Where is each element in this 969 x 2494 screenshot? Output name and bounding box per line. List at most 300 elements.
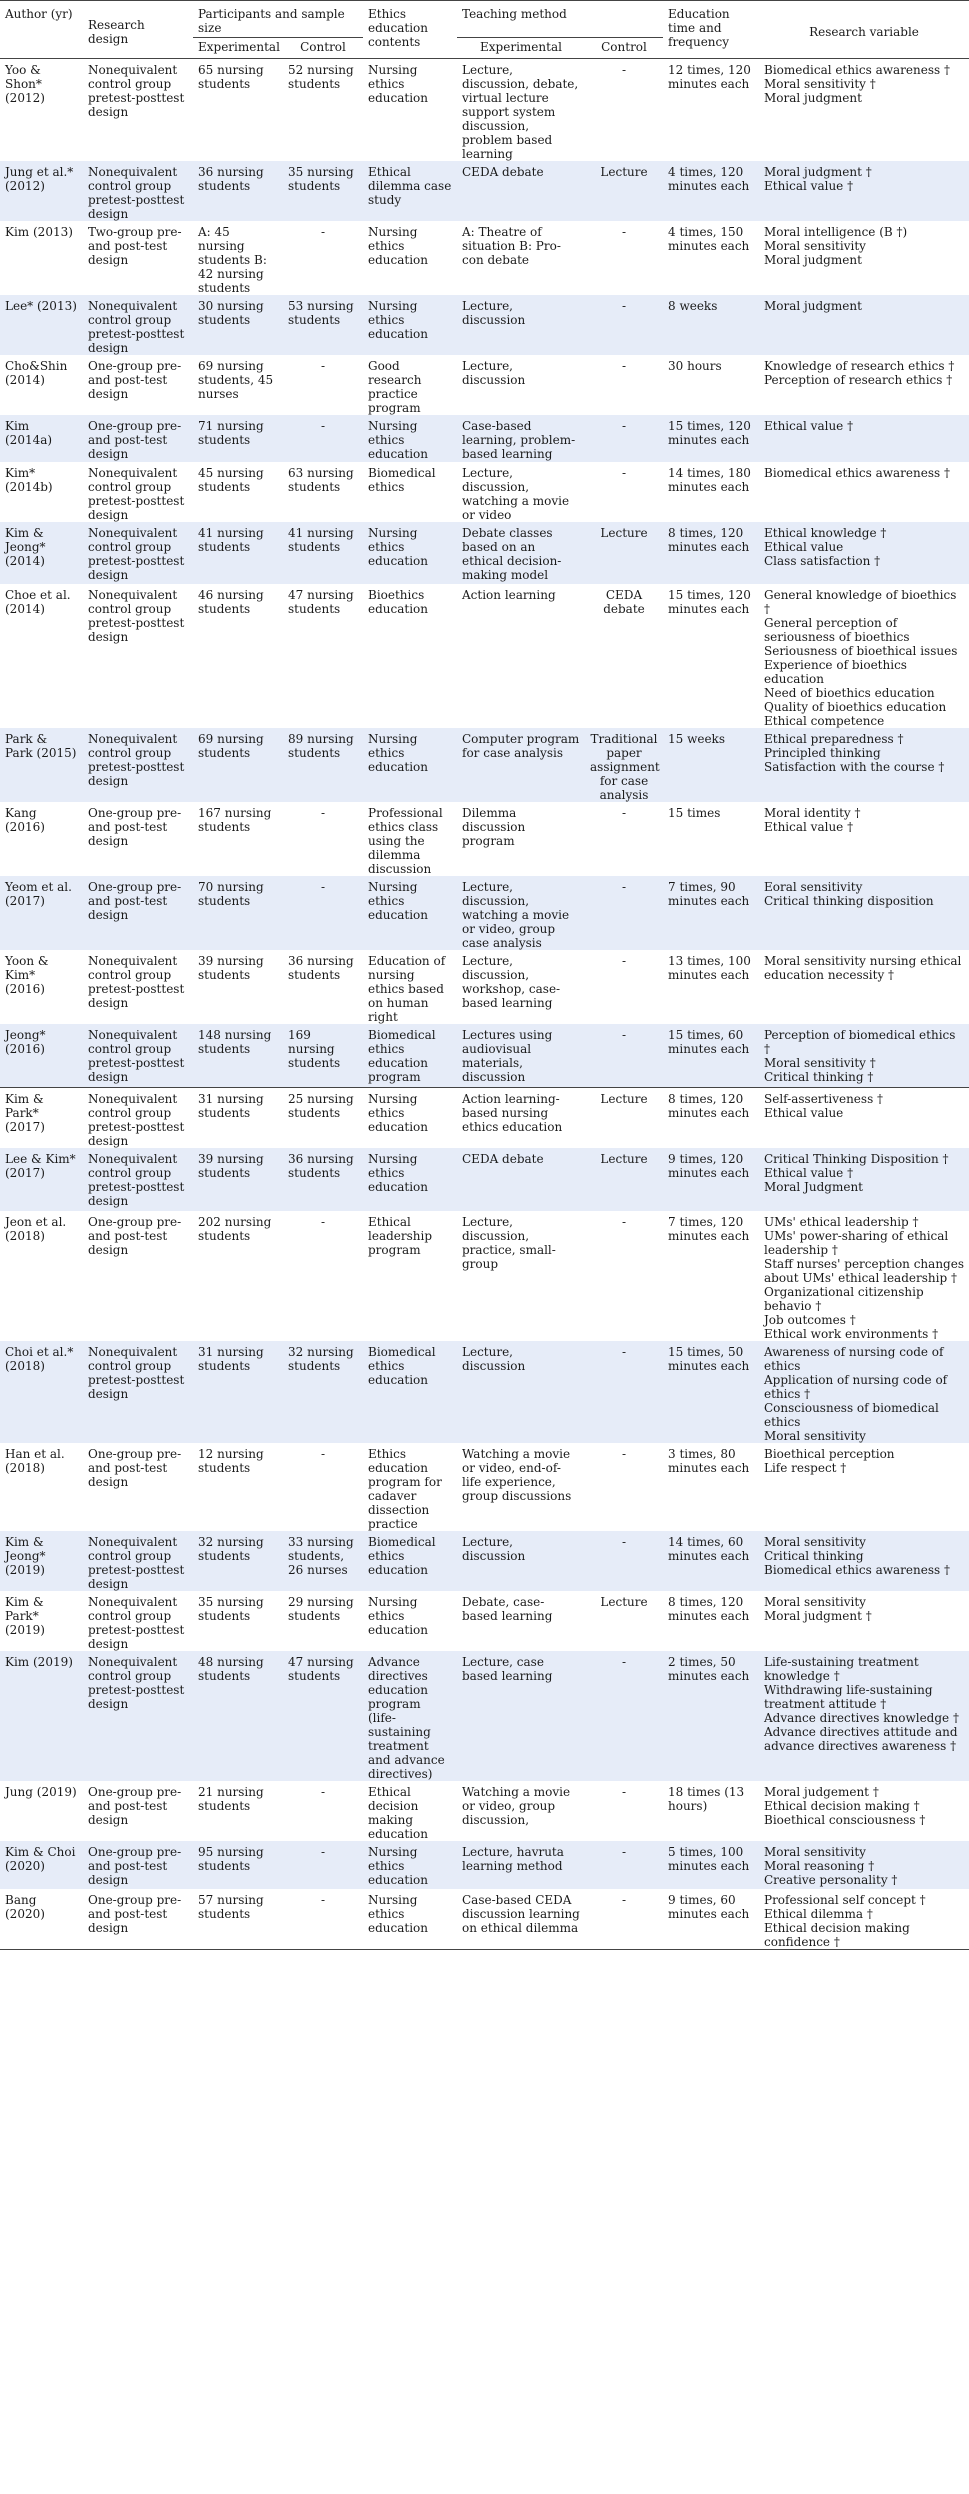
research-variable-item: Moral reasoning †	[764, 1858, 875, 1873]
cell-participants-experimental: 32 nursing students	[193, 1531, 283, 1591]
research-variable-item: Moral sensitivity	[764, 239, 866, 253]
table-row	[0, 728, 969, 802]
cell-teaching-experimental: Lecture, discussion, workshop, case-based learning	[462, 954, 561, 1010]
cell-teaching-experimental: Computer program for case analysis	[457, 728, 585, 802]
cell-teaching-control: -	[585, 876, 663, 950]
research-variable-item: Withdrawing life-sustaining treatment attitude †	[764, 1682, 933, 1711]
cell-time: 15 times, 120 minutes each	[668, 588, 751, 616]
header-variable: Research variable	[809, 24, 919, 39]
table-row	[0, 295, 969, 355]
research-variable-item: Professional self concept †	[764, 1892, 926, 1907]
cell-participants-experimental: 31 nursing students	[193, 1341, 283, 1443]
cell-research-variable	[759, 584, 969, 728]
cell-contents: Ethical dilemma case study	[363, 161, 457, 221]
cell-author: Jeon et al. (2018)	[5, 1214, 67, 1243]
research-variable-item: Life-sustaining treatment knowledge †	[764, 1654, 919, 1683]
cell-contents: Nursing ethics education	[363, 415, 457, 462]
cell-contents: Nursing ethics education	[368, 63, 428, 105]
cell-teaching-experimental: CEDA debate	[457, 161, 585, 221]
cell-participants-experimental: 48 nursing students	[193, 1651, 283, 1781]
cell-participants-experimental: 21 nursing students	[198, 1784, 264, 1813]
research-variable-item: Biomedical ethics awareness †	[764, 1562, 950, 1577]
table-row	[0, 161, 969, 221]
cell-teaching-control: -	[585, 1841, 663, 1889]
cell-contents: Ethical decision making education	[368, 1784, 428, 1841]
research-variable-item: Ethical competence	[764, 714, 885, 728]
cell-author: Han et al. (2018)	[5, 1446, 65, 1475]
cell-teaching-experimental: Lecture, discussion, practice, small-group	[462, 1214, 556, 1271]
cell-teaching-experimental: Action learning-based nursing ethics education	[457, 1087, 585, 1148]
cell-participants-experimental: 148 nursing students	[193, 1024, 283, 1087]
cell-contents: Nursing ethics education	[363, 876, 457, 950]
cell-participants-control: 36 nursing students	[288, 954, 354, 982]
cell-design: One-group pre-and post-test design	[83, 415, 193, 462]
research-variable-item: Moral judgment	[764, 253, 862, 267]
header-teaching-experimental: Experimental	[480, 40, 562, 54]
cell-author: Park & Park (2015)	[0, 728, 83, 802]
research-variable-item: Ethical value	[764, 1105, 844, 1120]
cell-contents: Nursing ethics education	[363, 1889, 457, 1950]
research-variable-item: Ethical decision making confidence †	[764, 1920, 910, 1949]
header-participants-experimental: Experimental	[198, 40, 280, 54]
cell-design: Nonequivalent control group pretest-posttest design	[83, 295, 193, 355]
cell-time: 8 weeks	[663, 295, 759, 355]
research-variable-item: Biomedical ethics awareness †	[764, 466, 950, 480]
cell-teaching-control: -	[621, 466, 627, 480]
research-variable-item: Satisfaction with the course †	[764, 760, 945, 774]
cell-participants-experimental: 36 nursing students	[193, 161, 283, 221]
cell-participants-experimental: 45 nursing students	[198, 466, 264, 494]
table-row	[0, 1889, 969, 1950]
cell-teaching-control: Traditional paper assignment for case analysis	[585, 728, 663, 802]
table-row	[0, 950, 969, 1024]
cell-author: Kim & Park* (2019)	[5, 1594, 45, 1637]
cell-participants-experimental: 70 nursing students	[193, 876, 283, 950]
cell-design: Nonequivalent control group pretest-posttest design	[83, 1024, 193, 1087]
research-variable-item: Moral Judgment	[764, 1179, 863, 1194]
cell-participants-experimental: 30 nursing students	[193, 295, 283, 355]
research-variable-item: Moral identity †	[764, 806, 861, 820]
research-variable-item: Awareness of nursing code of ethics	[764, 1344, 944, 1373]
cell-contents: Nursing ethics education	[368, 225, 428, 267]
research-variable-item: Ethical value †	[764, 419, 854, 433]
table-row	[0, 584, 969, 728]
research-variable-item: Moral sensitivity	[764, 1534, 866, 1549]
cell-design: Nonequivalent control group pretest-posttest design	[88, 588, 185, 644]
research-variable-item: Life respect †	[764, 1460, 847, 1475]
research-variable-item: Creative personality †	[764, 1872, 898, 1887]
cell-teaching-control: Lecture	[585, 1087, 663, 1148]
cell-teaching-experimental: Dilemma discussion program	[462, 806, 526, 848]
research-variable-item: Ethical value †	[764, 820, 854, 834]
cell-participants-control: -	[320, 1446, 326, 1461]
cell-design: Nonequivalent control group pretest-posttest design	[83, 522, 193, 584]
table-row	[0, 415, 969, 462]
cell-research-variable	[759, 221, 969, 295]
cell-research-variable	[759, 161, 969, 221]
cell-time: 2 times, 50 minutes each	[663, 1651, 759, 1781]
table-row	[0, 462, 969, 522]
cell-participants-control: -	[320, 359, 326, 373]
cell-teaching-control: -	[585, 1024, 663, 1087]
cell-teaching-control: -	[585, 1651, 663, 1781]
cell-participants-experimental: 95 nursing students	[193, 1841, 283, 1889]
research-variable-item: Eoral sensitivity	[764, 880, 863, 894]
cell-time: 4 times, 150 minutes each	[668, 225, 750, 253]
research-variable-item: Advance directives knowledge †	[764, 1710, 959, 1725]
research-variable-item: Moral judgment	[764, 91, 862, 105]
cell-teaching-control: -	[585, 295, 663, 355]
cell-contents: Nursing ethics education	[363, 1087, 457, 1148]
research-variable-item: Bioethical perception	[764, 1446, 895, 1461]
cell-author: Cho&Shin (2014)	[5, 359, 68, 387]
cell-participants-control: 41 nursing students	[283, 522, 363, 584]
header-contents: Ethics education contents	[368, 7, 428, 49]
cell-author: Yoon & Kim* (2016)	[5, 954, 49, 996]
research-variable-item: Quality of bioethics education	[764, 700, 947, 714]
cell-author: Choe et al. (2014)	[5, 588, 71, 616]
cell-design: One-group pre-and post-test design	[88, 806, 182, 848]
cell-teaching-experimental: Lecture, discussion	[462, 359, 526, 387]
cell-design: Nonequivalent control group pretest-posttest design	[83, 728, 193, 802]
research-variable-item: Moral judgment	[764, 299, 862, 313]
research-variable-item: Perception of biomedical ethics †	[764, 1028, 956, 1056]
table-row	[0, 1211, 969, 1341]
research-variable-item: Seriousness of bioethical issues	[764, 644, 958, 658]
research-variable-item: Need of bioethics education	[764, 686, 935, 700]
cell-participants-experimental: 69 nursing students, 45 nurses	[198, 359, 274, 401]
cell-design: One-group pre-and post-test design	[83, 876, 193, 950]
cell-contents: Biomedical ethics	[368, 466, 436, 494]
header-teaching-control: Control	[601, 40, 647, 54]
cell-time: 9 times, 120 minutes each	[663, 1148, 759, 1211]
table-row	[0, 1591, 969, 1651]
cell-teaching-control: -	[621, 954, 627, 968]
cell-research-variable	[759, 1651, 969, 1781]
cell-teaching-control: CEDA debate	[603, 588, 645, 616]
table-row	[0, 802, 969, 876]
header-time: Education time and frequency	[668, 7, 730, 49]
cell-time: 5 times, 100 minutes each	[663, 1841, 759, 1889]
cell-teaching-experimental: Watching a movie or video, end-of-life experience, group discussions	[462, 1446, 572, 1503]
cell-research-variable	[759, 1087, 969, 1148]
research-variable-item: Consciousness of biomedical ethics	[764, 1400, 939, 1429]
cell-time: 15 times	[668, 806, 721, 820]
cell-participants-control: 47 nursing students	[283, 1651, 363, 1781]
cell-contents: Nursing ethics education	[363, 1841, 457, 1889]
research-variable-item: Moral sensitivity	[764, 1844, 866, 1859]
header-author: Author (yr)	[5, 7, 73, 21]
cell-teaching-experimental: Lecture, discussion, watching a movie or video	[462, 466, 570, 522]
cell-research-variable	[759, 1443, 969, 1531]
cell-participants-experimental: 35 nursing students	[198, 1594, 264, 1623]
cell-participants-control: 47 nursing students	[288, 588, 354, 616]
cell-participants-experimental: 69 nursing students	[193, 728, 283, 802]
research-variable-item: Ethical dilemma †	[764, 1906, 873, 1921]
cell-participants-experimental: 65 nursing students	[198, 63, 264, 91]
research-variable-item: Ethical value	[764, 540, 844, 554]
cell-design: Nonequivalent control group pretest-posttest design	[83, 1087, 193, 1148]
research-variable-item: Biomedical ethics awareness †	[764, 63, 950, 77]
cell-teaching-control: -	[621, 359, 627, 373]
cell-time: 15 times, 60 minutes each	[663, 1024, 759, 1087]
cell-teaching-control: -	[621, 225, 627, 239]
cell-teaching-experimental: Lecture, discussion	[457, 1531, 585, 1591]
cell-time: 15 weeks	[663, 728, 759, 802]
cell-time: 4 times, 120 minutes each	[663, 161, 759, 221]
cell-research-variable	[759, 462, 969, 522]
cell-participants-experimental: 12 nursing students	[198, 1446, 264, 1475]
cell-contents: Nursing ethics education	[363, 295, 457, 355]
header-teaching-method: Teaching method	[457, 1, 663, 38]
cell-author: Lee & Kim* (2017)	[0, 1148, 83, 1211]
cell-design: One-group pre-and post-test design	[83, 1841, 193, 1889]
table-row	[0, 1531, 969, 1591]
cell-teaching-experimental: Lecture, discussion	[457, 1341, 585, 1443]
research-variable-item: Staff nurses' perception changes about UMs' ethical leadership †	[764, 1256, 964, 1285]
cell-design: One-group pre-and post-test design	[88, 1446, 182, 1489]
cell-research-variable	[759, 1024, 969, 1087]
cell-participants-control: -	[320, 225, 326, 239]
cell-author: Bang (2020)	[0, 1889, 83, 1950]
cell-teaching-control: -	[621, 63, 627, 77]
table-row	[0, 1087, 969, 1148]
cell-teaching-control: -	[585, 415, 663, 462]
cell-participants-experimental: 46 nursing students	[198, 588, 264, 616]
cell-design: Nonequivalent control group pretest-posttest design	[83, 1341, 193, 1443]
cell-participants-control: -	[320, 806, 326, 820]
cell-teaching-experimental: Watching a movie or video, group discussion,	[462, 1784, 571, 1827]
cell-participants-experimental: 31 nursing students	[193, 1087, 283, 1148]
research-variable-item: General perception of seriousness of bioethics	[764, 616, 910, 644]
research-variable-item: Ethical preparedness †	[764, 732, 904, 746]
cell-design: One-group pre-and post-test design	[88, 1214, 182, 1257]
research-variable-item: Critical thinking	[764, 1548, 864, 1563]
table-row	[0, 221, 969, 295]
research-variable-item: Ethical decision making †	[764, 1798, 920, 1813]
cell-time: 14 times, 60 minutes each	[663, 1531, 759, 1591]
header-participants: Participants and sample size	[193, 1, 363, 38]
cell-time: 18 times (13 hours)	[668, 1784, 745, 1813]
cell-teaching-control: Lecture	[585, 161, 663, 221]
cell-teaching-experimental: Case-based learning, problem-based learning	[457, 415, 585, 462]
cell-contents: Nursing ethics education	[363, 728, 457, 802]
cell-participants-control: -	[283, 1889, 363, 1950]
cell-teaching-experimental: Debate classes based on an ethical decision- making model	[457, 522, 585, 584]
research-variable-item: UMs' power-sharing of ethical leadership †	[764, 1228, 949, 1257]
research-variable-item: Moral judgement †	[764, 1784, 879, 1799]
cell-teaching-experimental: Lecture, havruta learning method	[457, 1841, 585, 1889]
research-variable-item: Bioethical consciousness †	[764, 1812, 926, 1827]
cell-contents: Advance directives education program (life-sustaining treatment and advance directives)	[363, 1651, 457, 1781]
cell-teaching-control: -	[621, 1214, 627, 1229]
cell-participants-experimental: A: 45 nursing students B: 42 nursing students	[198, 225, 267, 295]
cell-participants-control: 169 nursing students	[283, 1024, 363, 1087]
cell-design: Two-group pre-and post-test design	[88, 225, 182, 267]
cell-teaching-control: -	[585, 1341, 663, 1443]
research-variable-item: Critical thinking †	[764, 1070, 874, 1084]
research-variable-item: Ethical knowledge †	[764, 526, 887, 540]
cell-design: One-group pre-and post-test design	[83, 1889, 193, 1950]
table-row	[0, 1443, 969, 1531]
cell-time: 15 times, 50 minutes each	[663, 1341, 759, 1443]
research-variable-item: Knowledge of research ethics †	[764, 359, 955, 373]
research-variable-item: Advance directives attitude and advance directives awareness †	[764, 1724, 958, 1753]
cell-author: Kim (2014a)	[0, 415, 83, 462]
cell-participants-experimental: 41 nursing students	[193, 522, 283, 584]
cell-participants-experimental: 71 nursing students	[193, 415, 283, 462]
cell-participants-control: -	[320, 1214, 326, 1229]
cell-participants-experimental: 39 nursing students	[198, 954, 264, 982]
cell-participants-control: 32 nursing students	[283, 1341, 363, 1443]
cell-design: One-group pre-and post-test design	[88, 359, 182, 401]
research-variable-item: Moral sensitivity	[764, 1428, 866, 1443]
cell-teaching-experimental: Lectures using audiovisual materials, discussion	[457, 1024, 585, 1087]
cell-contents: Professional ethics class using the dilemma discussion	[368, 806, 443, 876]
cell-author: Lee* (2013)	[0, 295, 83, 355]
cell-author: Yoo & Shon* (2012)	[5, 63, 45, 105]
cell-research-variable	[759, 295, 969, 355]
table-row	[0, 1341, 969, 1443]
cell-author: Choi et al.* (2018)	[0, 1341, 83, 1443]
cell-author: Kim* (2014b)	[5, 466, 53, 494]
cell-participants-control: 33 nursing students, 26 nurses	[283, 1531, 363, 1591]
cell-research-variable	[759, 1211, 969, 1341]
research-variable-item: Moral sensitivity	[764, 1594, 866, 1609]
cell-research-variable	[759, 950, 969, 1024]
cell-research-variable	[759, 876, 969, 950]
cell-author: Kim & Jeong* (2014)	[0, 522, 83, 584]
table-row	[0, 876, 969, 950]
cell-research-variable	[759, 1148, 969, 1211]
cell-contents: Good research practice program	[368, 359, 422, 415]
cell-participants-control: 52 nursing students	[288, 63, 354, 91]
cell-participants-control: 63 nursing students	[288, 466, 354, 494]
cell-teaching-control: Lecture	[585, 1148, 663, 1211]
cell-research-variable	[759, 1889, 969, 1950]
cell-time: 9 times, 60 minutes each	[663, 1889, 759, 1950]
cell-time: 15 times, 120 minutes each	[663, 415, 759, 462]
cell-design: Nonequivalent control group pretest-posttest design	[88, 466, 185, 522]
cell-author: Kim (2019)	[0, 1651, 83, 1781]
cell-teaching-experimental: Lecture, discussion, watching a movie or video, group case analysis	[457, 876, 585, 950]
cell-author: Kim & Park* (2017)	[0, 1087, 83, 1148]
cell-teaching-control: -	[585, 1531, 663, 1591]
table-row	[0, 59, 969, 162]
cell-teaching-experimental: Lecture, discussion, debate, virtual lecture support system discussion, problem based learning	[462, 63, 579, 161]
cell-time: 3 times, 80 minutes each	[668, 1446, 750, 1475]
research-variable-item: Critical thinking disposition	[764, 894, 934, 908]
cell-teaching-experimental: Lecture, discussion	[457, 295, 585, 355]
cell-participants-control: -	[283, 415, 363, 462]
research-variable-item: Moral judgment †	[764, 165, 872, 179]
cell-time: 8 times, 120 minutes each	[663, 522, 759, 584]
cell-participants-experimental: 39 nursing students	[193, 1148, 283, 1211]
cell-research-variable	[759, 728, 969, 802]
cell-participants-control: 53 nursing students	[283, 295, 363, 355]
cell-teaching-experimental: Debate, case-based learning	[462, 1594, 553, 1623]
cell-teaching-control: -	[621, 1784, 627, 1799]
cell-design: One-group pre-and post-test design	[88, 1784, 182, 1827]
cell-teaching-control: -	[621, 806, 627, 820]
cell-participants-control: 25 nursing students	[283, 1087, 363, 1148]
cell-contents: Nursing ethics education	[363, 522, 457, 584]
header-design: Research design	[88, 17, 145, 46]
cell-design: Nonequivalent control group pretest-posttest design	[88, 1594, 185, 1651]
table-row	[0, 1024, 969, 1087]
research-variable-item: Organizational citizenship behavio †	[764, 1284, 924, 1313]
cell-contents: Nursing ethics education	[368, 1594, 428, 1637]
cell-participants-experimental: 57 nursing students	[193, 1889, 283, 1950]
cell-participants-control: -	[283, 1841, 363, 1889]
cell-participants-control: 35 nursing students	[283, 161, 363, 221]
cell-teaching-experimental: Case-based CEDA discussion learning on ethical dilemma	[457, 1889, 585, 1950]
cell-research-variable	[759, 802, 969, 876]
research-variable-item: Application of nursing code of ethics †	[764, 1372, 948, 1401]
cell-research-variable	[759, 1591, 969, 1651]
cell-author: Kim (2013)	[5, 225, 73, 239]
research-variable-item: Moral sensitivity †	[764, 77, 876, 91]
cell-participants-control: -	[320, 1784, 326, 1799]
research-variable-item: Moral judgment †	[764, 1608, 872, 1623]
research-variable-item: Moral sensitivity †	[764, 1056, 876, 1070]
cell-research-variable	[759, 415, 969, 462]
research-variable-item: Ethical value †	[764, 179, 854, 193]
research-variable-item: General knowledge of bioethics †	[764, 588, 957, 616]
research-variable-item: Experience of bioethics education	[764, 658, 907, 686]
table-body	[0, 59, 969, 1950]
cell-author: Kim & Jeong* (2019)	[0, 1531, 83, 1591]
cell-design: Nonequivalent control group pretest-posttest design	[83, 1651, 193, 1781]
table-row	[0, 1148, 969, 1211]
table-row	[0, 522, 969, 584]
cell-contents: Ethics education program for cadaver dissection practice	[368, 1446, 442, 1531]
research-variable-item: Moral intelligence (B †)	[764, 225, 908, 239]
cell-author: Kang (2016)	[5, 806, 45, 834]
research-variable-item: Class satisfaction †	[764, 554, 881, 568]
cell-teaching-experimental: CEDA debate	[457, 1148, 585, 1211]
research-variable-item: Ethical value †	[764, 1165, 854, 1180]
table-row	[0, 1651, 969, 1781]
cell-author: Yeom et al. (2017)	[0, 876, 83, 950]
cell-time: 8 times, 120 minutes each	[668, 1594, 750, 1623]
cell-time: 14 times, 180 minutes each	[668, 466, 751, 494]
cell-teaching-experimental: Lecture, case based learning	[457, 1651, 585, 1781]
cell-research-variable	[759, 1781, 969, 1841]
cell-teaching-control: -	[621, 1446, 627, 1461]
cell-design: Nonequivalent control group pretest-posttest design	[83, 1531, 193, 1591]
cell-contents: Biomedical ethics education	[363, 1341, 457, 1443]
cell-participants-control: -	[283, 876, 363, 950]
cell-design: Nonequivalent control group pretest-posttest design	[83, 1148, 193, 1211]
research-variable-item: Ethical work environments †	[764, 1326, 939, 1341]
cell-participants-control: 36 nursing students	[283, 1148, 363, 1211]
cell-contents: Nursing ethics education	[363, 1148, 457, 1211]
cell-design: Nonequivalent control group pretest-posttest design	[83, 161, 193, 221]
header-participants-control: Control	[300, 40, 346, 54]
cell-time: 8 times, 120 minutes each	[663, 1087, 759, 1148]
cell-time: 7 times, 120 minutes each	[668, 1214, 750, 1243]
cell-participants-control: 89 nursing students	[283, 728, 363, 802]
cell-research-variable	[759, 1341, 969, 1443]
cell-teaching-control: Lecture	[585, 522, 663, 584]
research-variable-item: Job outcomes †	[764, 1312, 856, 1327]
cell-research-variable	[759, 59, 969, 162]
cell-research-variable	[759, 1841, 969, 1889]
table-header	[0, 1, 969, 59]
cell-author: Jung et al.* (2012)	[0, 161, 83, 221]
cell-contents: Ethical leadership program	[368, 1214, 433, 1257]
